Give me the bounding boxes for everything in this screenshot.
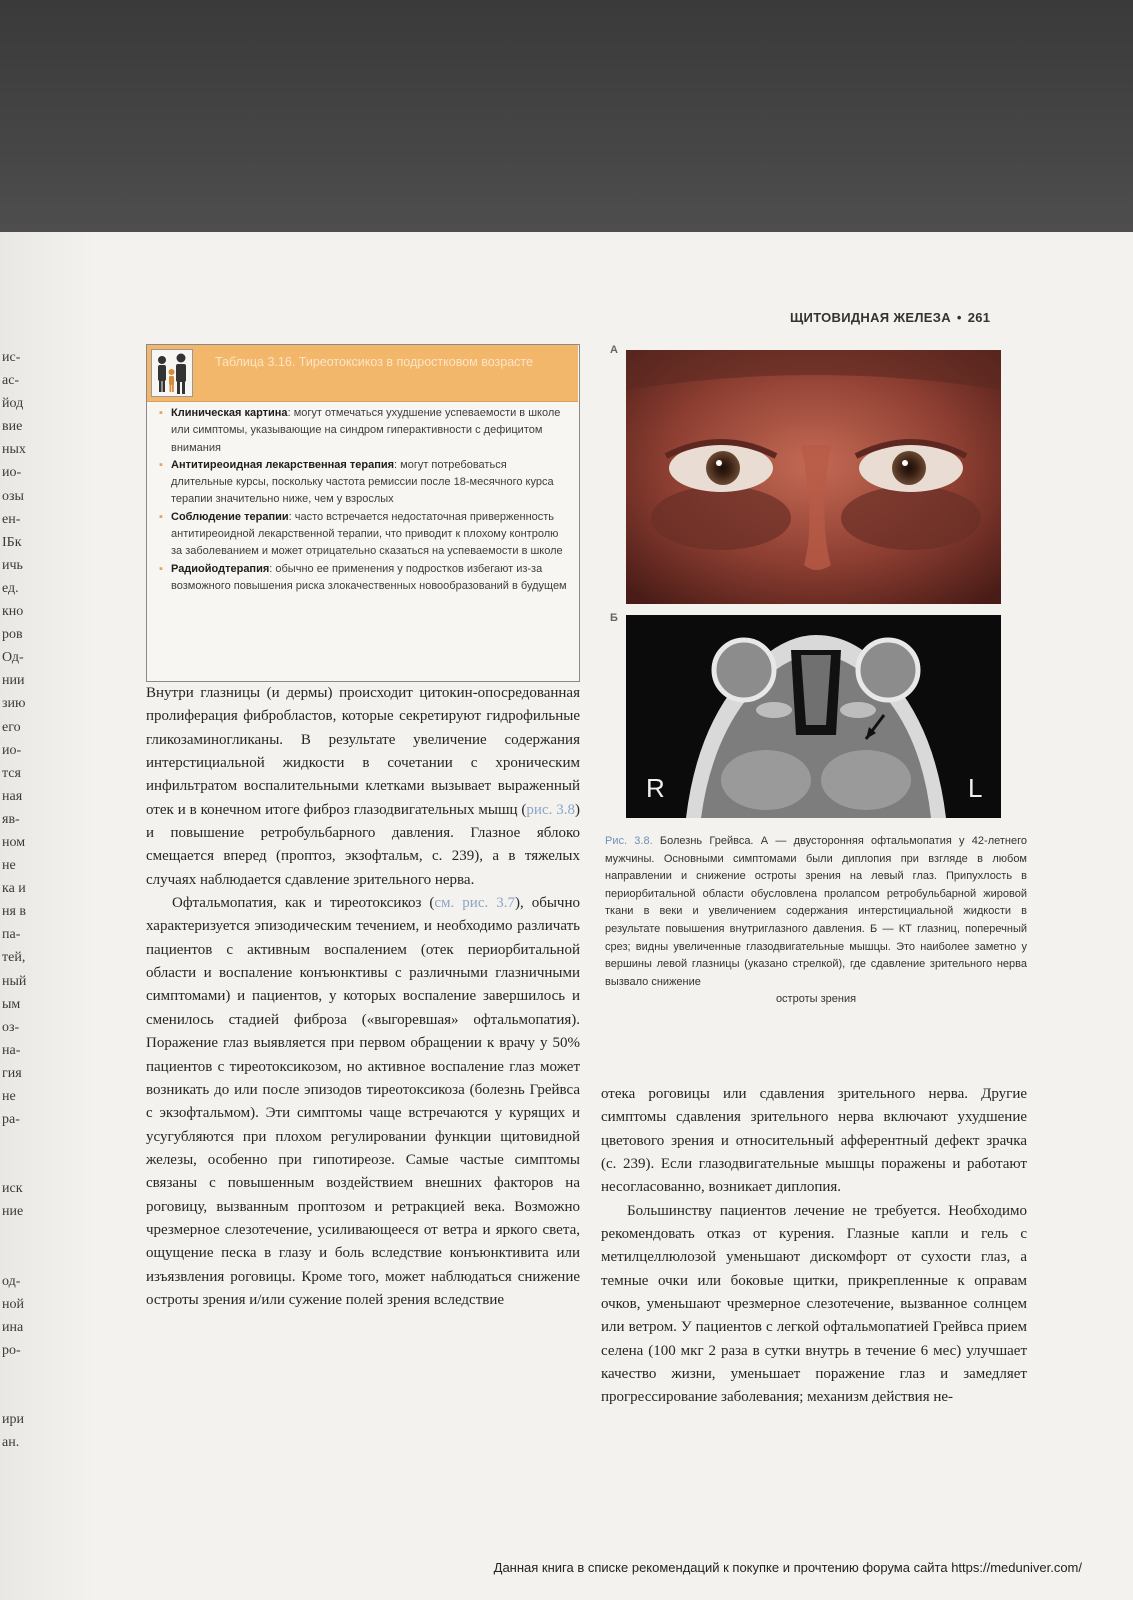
facing-page-fragment: зию bbox=[2, 696, 26, 712]
facing-page-fragment bbox=[2, 1131, 36, 1154]
facing-page-fragment: ири bbox=[2, 1412, 24, 1428]
facing-page-fragment bbox=[2, 1362, 36, 1385]
facing-page-fragment: ных bbox=[2, 442, 26, 458]
photo-graves-ophthalmopathy bbox=[626, 350, 1001, 604]
facing-page-fragment: не bbox=[2, 1089, 16, 1104]
body-column-left bbox=[146, 682, 580, 1312]
table-item-term: Клиническая картина bbox=[171, 407, 288, 419]
facing-page-fragment: кно bbox=[2, 604, 24, 620]
table-item-text: часто встречается недостаточная приверженность антитиреоидной лекарственной терапии, что приводит к плохому контролю за заболеванием и может отрицательно сказаться на успеваемости в школе bbox=[171, 510, 563, 558]
facing-page-fragment: ный bbox=[2, 973, 27, 989]
facing-page-fragment: вие bbox=[2, 419, 23, 435]
running-head bbox=[790, 310, 1050, 330]
body-text: ) и повышение ретробульбарного давления. Глазное яблоко смещается вперед (проптоз, экзофтальм, с. 239), а в тяжелых случаях наблюдается сдавление зрительного нерва. bbox=[146, 801, 581, 888]
footer-note: Данная книга в списке рекомендаций к покупке и прочтению форума сайта https://meduniver.com/ bbox=[493, 1560, 1082, 1575]
figure-label-a: А bbox=[610, 344, 618, 356]
table-box bbox=[146, 344, 580, 682]
facing-page-fragment: его bbox=[2, 719, 21, 735]
body-paragraph: Большинству пациентов лечение не требуется. Необходимо рекомендовать отказ от курения. Глазные капли и гель с метилцеллюлозой уменьшают дискомфорт от сухости глаз, а темные очки или боковые щитки, прикрепленные к оправам очков, уменьшают чрезмерное слезотечение, вызванное солнцем или ветром. У пациентов с легкой офтальмопатией Грейвса прием селена (100 мкг 2 раза в сутки внутрь в течение 6 мес) улучшает качество жизни, уменьшает поражение глаз и замедляет прогрессирование заболевания; механизм действия не- bbox=[601, 1202, 1027, 1406]
table-box-list bbox=[157, 405, 569, 595]
facing-page-fragment: ров bbox=[2, 627, 23, 643]
figure-reference[interactable]: см. рис. 3.7 bbox=[434, 895, 515, 912]
facing-page-fragment bbox=[2, 1224, 36, 1247]
caption-last-line: остроты зрения bbox=[775, 993, 857, 1006]
body-text: Офтальмопатия, как и тиреотоксикоз ( bbox=[172, 895, 435, 912]
table-item-adherence: ▪ Соблюдение терапии: часто встречается недостаточная приверженность антитиреоидной лекарственной терапии, что приводит к плохому контролю за заболеванием и может отрицательно сказаться на успеваемости в школе bbox=[159, 510, 563, 558]
figure-caption bbox=[605, 833, 1027, 1009]
running-head-title: ЩИТОВИДНАЯ ЖЕЛЕЗА bbox=[790, 310, 951, 325]
body-paragraph bbox=[146, 892, 580, 1312]
bullet-icon: ▪ bbox=[159, 458, 163, 471]
family-icon bbox=[151, 349, 193, 397]
facing-page-fragment: IБк bbox=[2, 534, 22, 550]
facing-page-fragment: ной bbox=[2, 1296, 24, 1312]
figure-reference[interactable]: рис. 3.8 bbox=[526, 801, 576, 818]
body-text: ), обычно характеризуется эпизодическим течением, и необходимо различать пациентов с активным воспалением (отек периорбитальной области и воспаление конъюнктивы с различными глазничными симптомами) и пациентов, у которых воспаление завершилось и сменилось стадией фиброза («выгоревшая» офтальмопатия). Поражение глаз выявляется при первом обращении к врачу у 50% пациентов с тиреотоксикозом, но активное воспаление глаз может возникать до или после эпизодов тиреотоксикоза (болезнь Грейвса с экзофтальмом). Эти симптомы чаще встречаются у курящих и усугубляются при плохом регулировании функции щитовидной железы, особенно при гипотиреозе. Самые частые симптомы связаны с повышенным воздействием внешних факторов на роговицу, вызванным проптозом и ретракцией века. Возможно чрезмерное слезотечение, усиливающееся от ветра и яркого света, ощущение песка в глазу и боль вследствие конъюнктивита или изъязвления роговицы. Кроме того, может наблюдаться снижение остроты зрения и/или сужение полей зрения вследствие bbox=[146, 895, 580, 1308]
table-item-text: обычно ее применения у подростков избегают из-за возможного повышения риска злокачественных новообразований в будущем bbox=[171, 562, 567, 592]
table-item-term: Соблюдение терапии bbox=[171, 510, 289, 523]
facing-page-fragment: ио- bbox=[2, 742, 22, 758]
body-paragraph: отека роговицы или сдавления зрительного нерва. Другие симптомы сдавления зрительного нерва включают ухудшение цветового зрения и относительный афферентный дефект зрачка (с. 239). Если глазодвигательные мышцы поражены и работают несогласованно, возникает диплопия. bbox=[601, 1086, 1027, 1196]
page-number: 261 bbox=[967, 310, 991, 325]
facing-page-fragment: ро- bbox=[2, 1343, 21, 1359]
facing-page-fragment: ка и bbox=[2, 881, 26, 897]
facing-page-fragment bbox=[2, 1154, 36, 1177]
facing-page-fragment: озы bbox=[2, 488, 24, 504]
table-item-clinical: ▪ Клиническая картина: могут отмечаться ухудшение успеваемости в школе или симптомы, указывающие на синдром гиперактивности с дефицитом внимания bbox=[159, 407, 561, 454]
facing-page-fragment: Од- bbox=[2, 650, 24, 666]
facing-page-fragment bbox=[2, 1247, 36, 1270]
facing-page-fragment: ан. bbox=[2, 1435, 20, 1451]
body-paragraph bbox=[146, 682, 580, 892]
facing-page-fragments bbox=[2, 346, 36, 1455]
table-box-header bbox=[147, 345, 578, 402]
bullet-icon: ▪ bbox=[159, 510, 163, 523]
facing-page-fragment: ра- bbox=[2, 1112, 20, 1128]
table-item-term: Антитиреоидная лекарственная терапия bbox=[171, 458, 395, 471]
facing-page-fragment: гия bbox=[2, 1065, 22, 1081]
facing-page-fragment: па- bbox=[2, 927, 21, 943]
facing-page-fragment: од- bbox=[2, 1273, 21, 1289]
facing-page-fragment: ина bbox=[2, 1319, 24, 1335]
facing-page-fragment: на- bbox=[2, 1042, 21, 1058]
body-column-right bbox=[601, 1083, 1027, 1410]
bullet-icon: ▪ bbox=[159, 407, 163, 419]
facing-page-fragment: ед. bbox=[2, 580, 19, 596]
facing-page-fragment: ио- bbox=[2, 465, 22, 481]
facing-page-fragment: яв- bbox=[2, 811, 20, 827]
bullet-icon: ▪ bbox=[159, 562, 163, 575]
facing-page-fragment: йод bbox=[2, 396, 24, 412]
facing-page-fragment: ня в bbox=[2, 904, 27, 920]
facing-page-fragment: оз- bbox=[2, 1019, 20, 1035]
facing-page-fragment: ном bbox=[2, 834, 26, 850]
ct-label-right: R bbox=[646, 773, 665, 803]
caption-body: Болезнь Грейвса. А — двусторонняя офтальмопатия у 42-летнего мужчины. Основными симптомами были диплопия при взгляде в любом направлении и снижение остроты зрения на левый глаз. Припухлость в периорбитальной области обусловлена пролапсом ретробульбарной жировой ткани в веки и увеличением содержания интерстициальной жидкости в результате повышения внутриглазного давления. Б — КТ глазниц, поперечный срез; видны увеличенные глазодвигательные мышцы. Это наиболее заметно у вершины левой глазницы (указано стрелкой), где сдавление зрительного нерва вызвало снижение bbox=[605, 835, 1027, 988]
facing-page-fragment: не bbox=[2, 858, 16, 874]
caption-lead: Рис. 3.8. bbox=[605, 835, 653, 847]
facing-page-fragment: ная bbox=[2, 788, 23, 804]
table-item-text: могут потребоваться длительные курсы, поскольку частота ремиссии после 18-месячного курса терапии значительно ниже, чем у взрослых bbox=[171, 458, 554, 506]
ct-label-left: L bbox=[968, 773, 983, 803]
figure-label-b: Б bbox=[610, 612, 618, 624]
facing-page-fragment: ичь bbox=[2, 557, 23, 573]
facing-page-fragment: нии bbox=[2, 673, 25, 689]
table-item-text: могут отмечаться ухудшение успеваемости в школе или симптомы, указывающие на синдром гиперактивности с дефицитом внимания bbox=[171, 407, 561, 454]
facing-page-fragment bbox=[2, 1385, 36, 1408]
running-head-separator: • bbox=[956, 310, 962, 325]
ct-scan-image bbox=[626, 615, 1001, 818]
facing-page-fragment: ис- bbox=[2, 350, 21, 365]
table-item-term: Радиойодтерапия bbox=[171, 562, 270, 575]
facing-page-fragment: иск bbox=[2, 1181, 23, 1197]
facing-page-fragment: ние bbox=[2, 1204, 24, 1220]
table-item-radioiodine: ▪ Радиойодтерапия: обычно ее применения у подростков избегают из-за возможного повышения риска злокачественных новообразований в будущем bbox=[159, 562, 567, 592]
facing-page-fragment: ас- bbox=[2, 373, 20, 389]
facing-page-fragment: тей, bbox=[2, 950, 26, 966]
facing-page-fragment: ым bbox=[2, 996, 21, 1012]
facing-page-fragment: ен- bbox=[2, 511, 21, 527]
table-box-title: Таблица 3.16. Тиреотоксикоз в подростковом возрасте bbox=[215, 355, 533, 369]
table-item-antithyroid: ▪ Антитиреоидная лекарственная терапия: могут потребоваться длительные курсы, поскольку частота ремиссии после 18-месячного курса терапии значительно ниже, чем у взрослых bbox=[159, 458, 554, 506]
facing-page-fragment: тся bbox=[2, 765, 21, 781]
body-text: Внутри глазницы (и дермы) происходит цитокин-опосредованная пролиферация фибробластов, которые секретируют гидрофильные гликозаминогликаны. В результате увеличение содержания интерстициальной жидкости в сочетании с хроническим инфильтратом воспалительными клетками вызывает выраженный отек и в конечном итоге фиброз глазодвигательных мышц ( bbox=[146, 685, 580, 818]
scan-top-band bbox=[0, 0, 1133, 232]
